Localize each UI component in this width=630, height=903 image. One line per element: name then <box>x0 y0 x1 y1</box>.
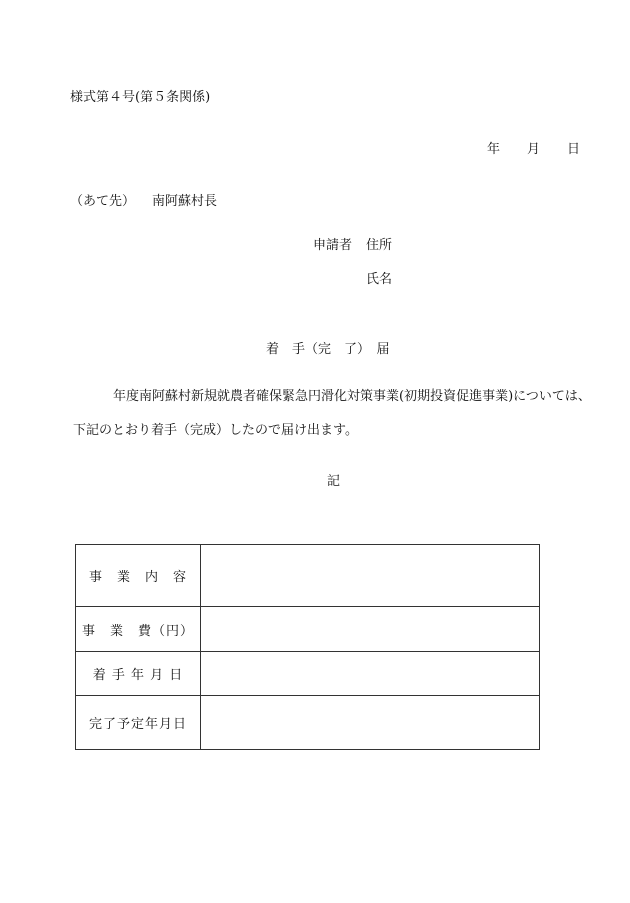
date-year: 年 <box>487 142 501 157</box>
row-value[interactable] <box>201 696 540 750</box>
body-line-1: 年度南阿蘇村新規就農者確保緊急円滑化対策事業(初期投資促進事業)については、 <box>113 389 591 404</box>
date-day: 日 <box>567 142 581 157</box>
applicant-name-label: 氏名 <box>366 272 393 287</box>
row-label: 完了予定年月日 <box>76 696 201 750</box>
table-row <box>76 607 540 652</box>
applicant-address-label: 住所 <box>366 238 393 253</box>
date-month: 月 <box>527 142 541 157</box>
row-label: 事 業 内 容 <box>76 545 201 607</box>
row-label: 事 業 費（円） <box>76 607 201 652</box>
document-title: 着 手（完 了） 届 <box>266 342 390 357</box>
row-label: 着 手 年 月 日 <box>76 652 201 696</box>
addressee-label: （あて先） <box>70 194 136 209</box>
table-row <box>76 545 540 607</box>
body-line-2: 下記のとおり着手（完成）したので届け出ます。 <box>73 423 358 438</box>
row-value[interactable] <box>201 652 540 696</box>
form-number: 様式第４号(第５条関係) <box>70 90 211 105</box>
table-row <box>76 696 540 750</box>
table-row <box>76 652 540 696</box>
addressee-name: 南阿蘇村長 <box>152 194 218 209</box>
applicant-label: 申請者 <box>313 238 353 253</box>
row-value[interactable] <box>201 545 540 607</box>
row-value[interactable] <box>201 607 540 652</box>
ki-heading: 記 <box>327 474 341 489</box>
details-table <box>75 544 540 750</box>
